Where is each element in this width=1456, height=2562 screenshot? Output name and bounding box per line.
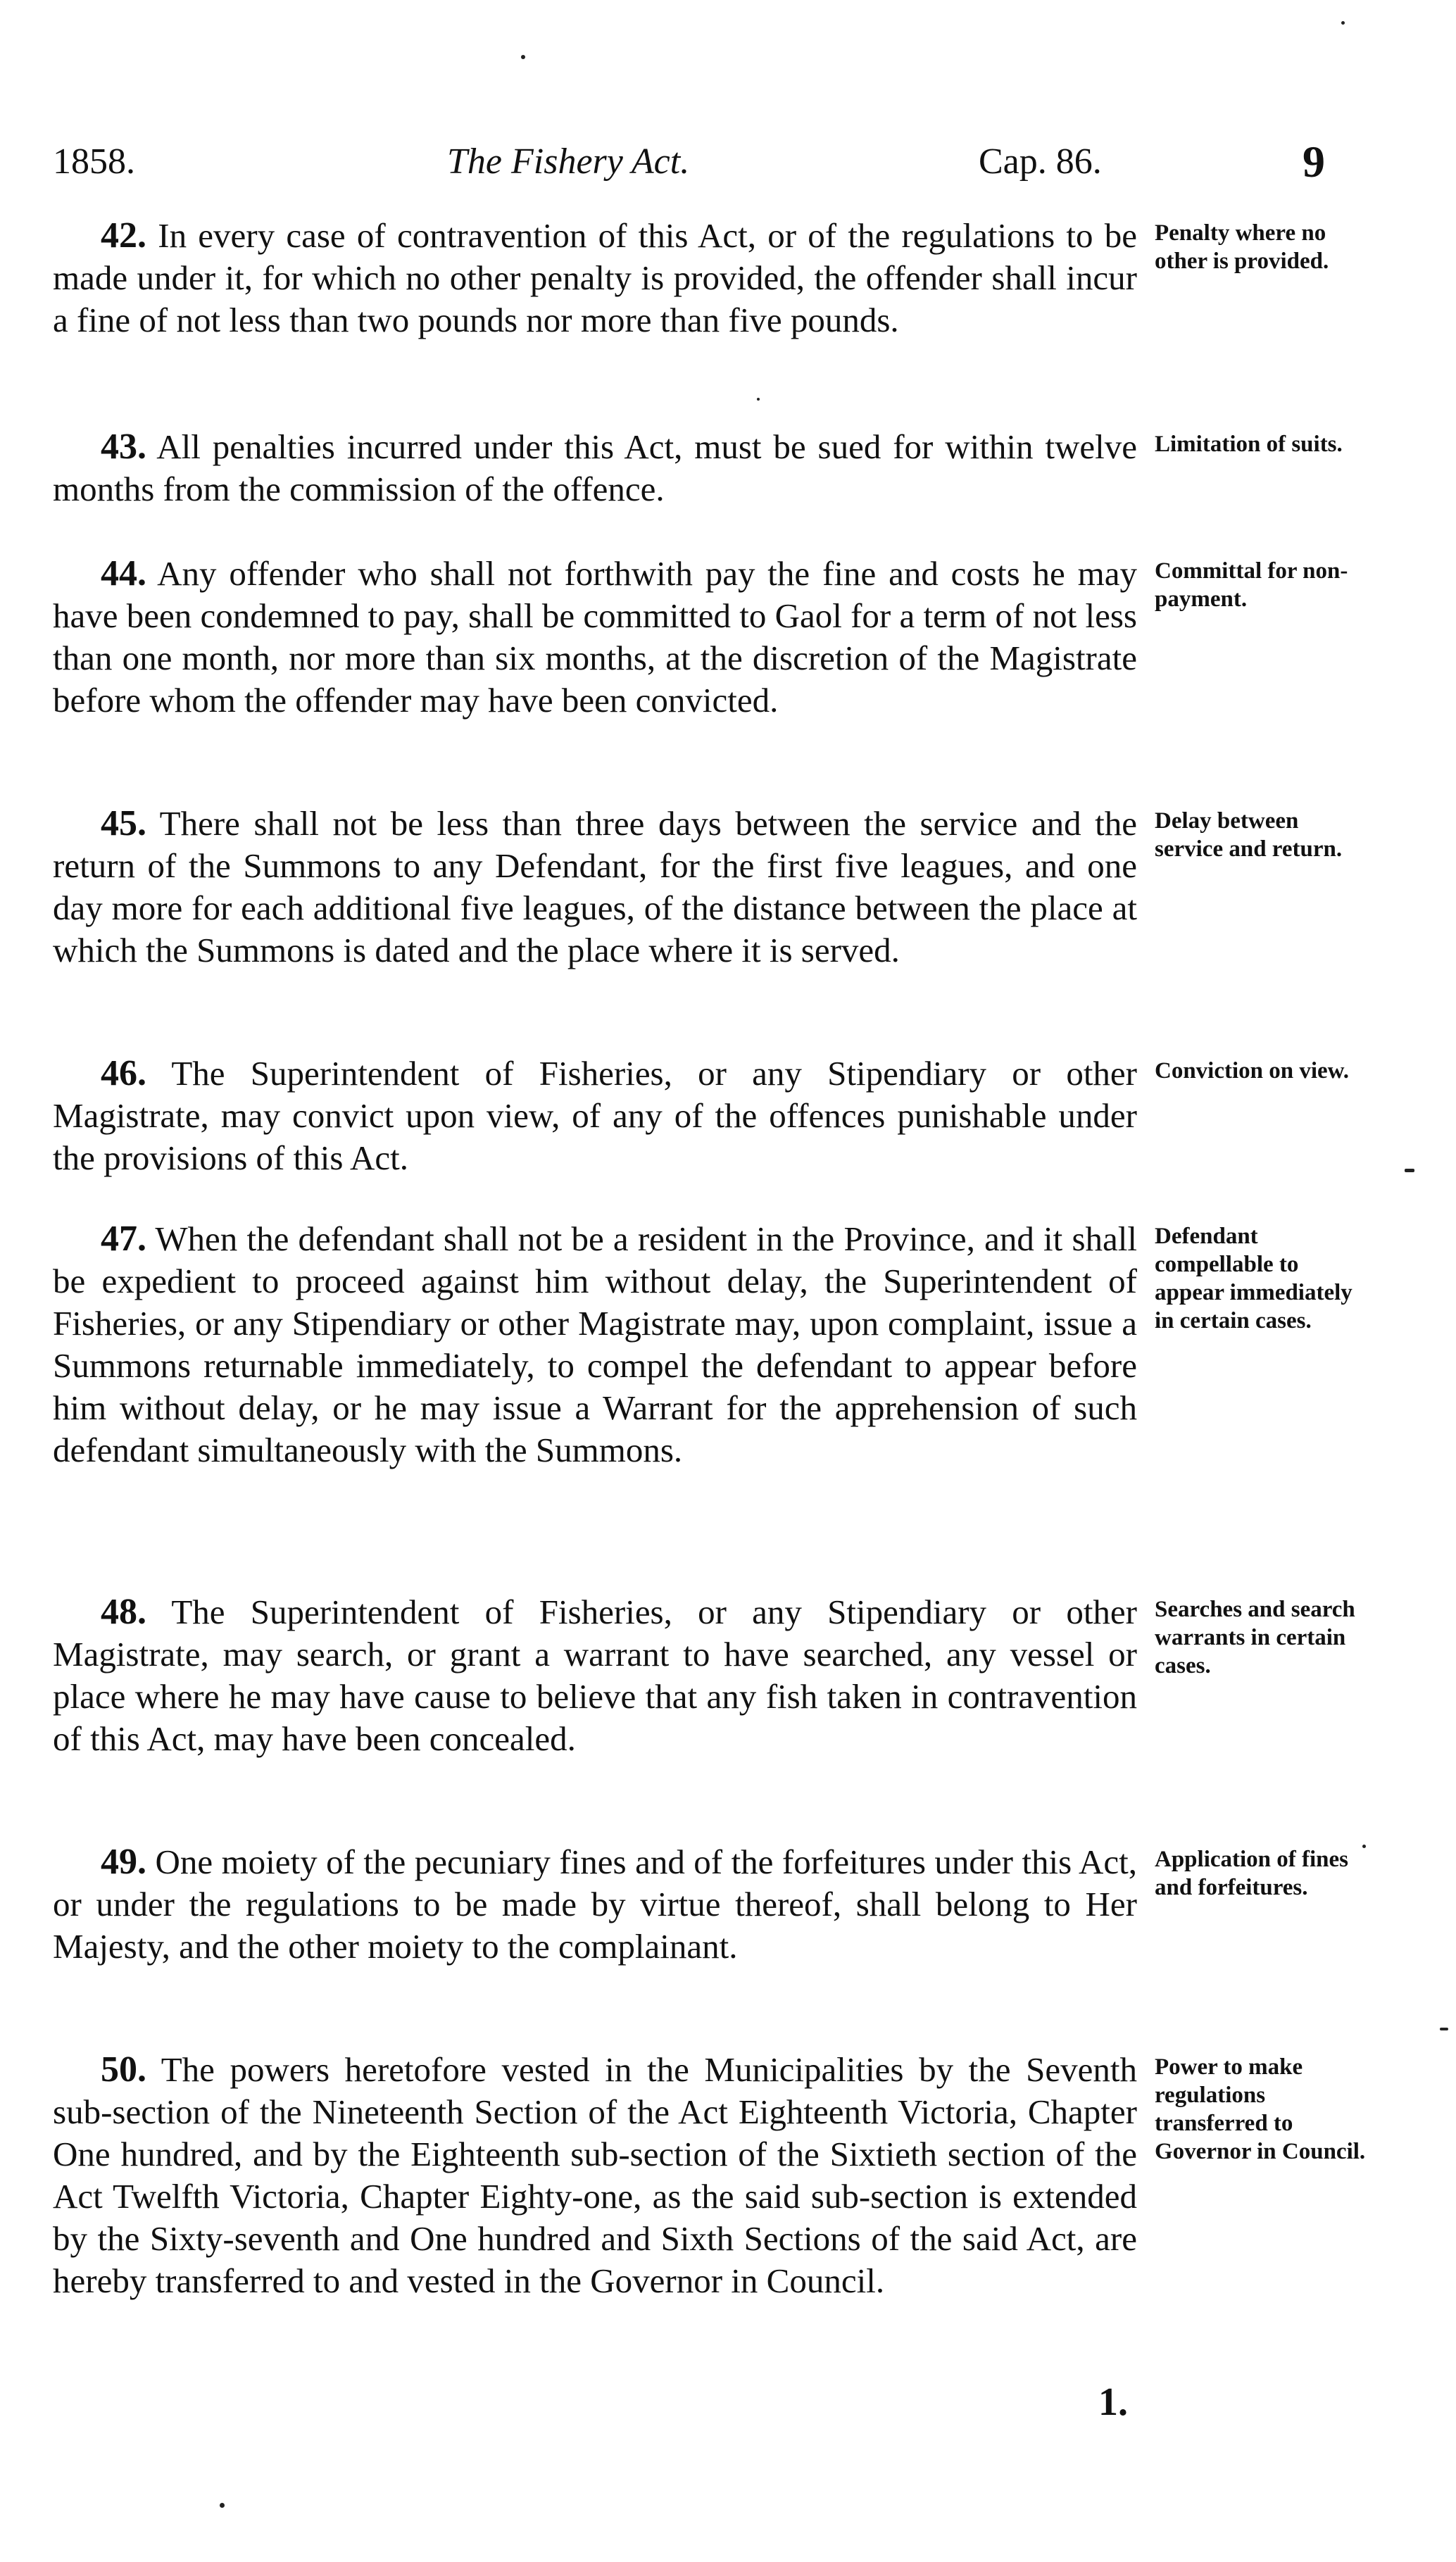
section-number: 48. [101,1592,146,1632]
margin-note: Defendant compellable to appear immediately in certain cases. [1155,1224,1353,1333]
header-chapter: Cap. 86. [979,142,1102,182]
margin-note: Power to make regulations transferred to Governor in Council. [1155,2054,1366,2164]
section-text [53,803,1137,972]
page-number: 9 [1303,137,1325,187]
section-text [53,1591,1137,1760]
section-body: Any offender who shall not forthwith pay the fine and costs he may have been condemned to pay, shall be committed to Gaol for a term of not less than one month, nor more than six months, at the discretion of the Magistrate before whom the offender may have been convicted. [53,554,1138,720]
ink-speck [1440,2028,1448,2030]
section-text [53,1218,1137,1471]
margin-note: Application of fines and forfeitures. [1155,1847,1349,1900]
section-number: 50. [101,2049,146,2090]
margin-note: Penalty where no other is provided. [1155,220,1329,274]
section-text [53,215,1137,341]
margin-note: Committal for non-payment. [1155,558,1348,612]
section-number: 46. [101,1053,146,1093]
ink-speck [1405,1169,1414,1172]
header-year: 1858. [53,142,135,182]
section-text [53,426,1137,510]
section-number: 42. [101,215,146,256]
section-text [53,2049,1137,2302]
header-title: The Fishery Act. [447,142,690,182]
section-number: 44. [101,553,146,594]
section-body: When the defendant shall not be a resident in the Province, and it shall be expedient to proceed against him without delay, the Superintendent of Fisheries, or any Stipendiary or other Magistrate may, upon complaint, issue a Summons returnable immediately, to compel the defendant to appear before him without delay, or he may issue a Warrant for the apprehension of such defendant simultaneously with the Summons. [53,1219,1137,1469]
section-number: 43. [101,427,146,467]
margin-note: Searches and search warrants in certain cases. [1155,1597,1355,1678]
section-text [53,1053,1137,1179]
section-text [53,1841,1137,1968]
section-body: There shall not be less than three days between the service and the return of the Summons to any Defendant, for the first five leagues, and one day more for each additional five leagues, of the distance between the place at which the Summons is dated and the place where it is served. [53,804,1137,969]
signature-mark: 1. [1098,2380,1128,2424]
ink-speck [1362,1845,1366,1848]
margin-note: Limitation of suits. [1155,432,1343,457]
section-body: The Superintendent of Fisheries, or any Stipendiary or other Magistrate, may search, or grant a warrant to have searched, any vessel or place where he may have cause to believe that any fish taken in contravention of this Act, may have been concealed. [53,1593,1137,1758]
section-number: 45. [101,803,146,843]
ink-speck [757,398,760,401]
running-header [53,134,1362,190]
ink-speck [220,2503,225,2508]
ink-speck [521,55,525,59]
section-body: One moiety of the pecuniary fines and of the forfeitures under this Act, or under the regulations to be made by virtue thereof, shall belong to Her Majesty, and the other moiety to the complainant. [53,1842,1137,1966]
section-number: 49. [101,1842,146,1882]
section-body: The powers heretofore vested in the Municipalities by the Seventh sub-section of the Nineteenth Section of the Act Eighteenth Victoria, Chapter One hundred, and by the Eighteenth sub-section of the Sixtieth section of the Act Twelfth Victoria, Chapter Eighty-one, as the said sub-section is extended by the Sixty-seventh and One hundred and Sixth Sections of the said Act, are hereby transferred to and vested in the Governor in Council. [53,2050,1137,2300]
margin-note: Delay between service and return. [1155,808,1343,862]
section-body: In every case of contravention of this Act, or of the regulations to be made under it, for which no other penalty is provided, the offender shall incur a fine of not less than two pounds nor more than five pounds. [53,216,1138,339]
section-text [53,553,1137,722]
margin-note: Conviction on view. [1155,1058,1349,1084]
section-number: 47. [101,1219,146,1259]
ink-speck [1341,21,1345,25]
section-body: All penalties incurred under this Act, must be sued for within twelve months from the commission of the offence. [53,427,1137,508]
section-body: The Superintendent of Fisheries, or any Stipendiary or other Magistrate, may convict upon view, of any of the offences punishable under the provisions of this Act. [53,1054,1137,1177]
